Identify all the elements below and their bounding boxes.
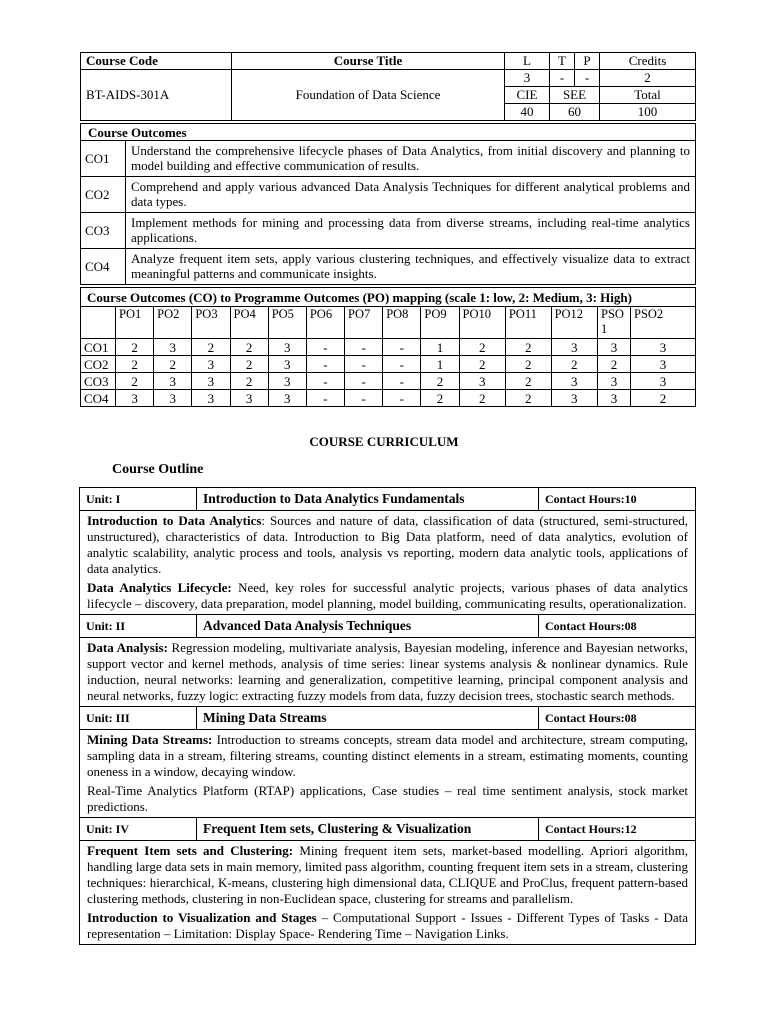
mapping-cell: 2 (116, 373, 154, 390)
course-units-table (79, 487, 696, 945)
unit-header-row (80, 707, 696, 730)
unit-paragraph (87, 910, 688, 942)
unit-content-row (80, 841, 696, 945)
mapping-cell: 2 (551, 356, 597, 373)
unit-label: Unit: I (80, 488, 197, 511)
mapping-cell: 3 (192, 356, 230, 373)
mapping-cell: - (306, 390, 344, 407)
unit-content (80, 511, 696, 615)
mapping-cell: - (345, 390, 383, 407)
unit-content (80, 730, 696, 818)
unit-paragraph (87, 732, 688, 780)
mapping-column-header: PO4 (230, 307, 268, 339)
cie-value: 40 (505, 104, 550, 121)
unit-content-row (80, 730, 696, 818)
unit-paragraph-text: Regression modeling, multivariate analysis, Bayesian modeling, inference and Bayesian networks, support vector and kernel methods, analysis of time series: linear systems analysis & nonlinear dynamics. Rule induction, neural networks: learning and generalization, competitive learning, principal component analysis and neural networks, fuzzy logic: extracting fuzzy models from data, fuzzy decision trees, stochastic search methods. (87, 640, 688, 703)
course-code-label: Course Code (81, 53, 232, 70)
mapping-cell: 1 (421, 339, 459, 356)
mapping-cell: 3 (631, 373, 696, 390)
mapping-column-header: PO5 (268, 307, 306, 339)
unit-paragraph (87, 843, 688, 907)
mapping-cell: 2 (459, 390, 505, 407)
mapping-cell: 3 (192, 373, 230, 390)
l-label: L (505, 53, 550, 70)
mapping-cell: 2 (459, 339, 505, 356)
mapping-cell: 3 (551, 390, 597, 407)
outcome-id: CO3 (81, 213, 126, 249)
credits-label: Credits (600, 53, 696, 70)
mapping-cell: 3 (268, 356, 306, 373)
outcome-id: CO2 (81, 177, 126, 213)
outcome-row (81, 249, 696, 285)
unit-paragraph-lead: Introduction to Data Analytics (87, 513, 262, 528)
course-outcomes-table (80, 123, 696, 285)
mapping-cell: 3 (154, 339, 192, 356)
mapping-cell: 2 (230, 373, 268, 390)
mapping-cell: 3 (268, 339, 306, 356)
unit-contact-hours: Contact Hours:12 (539, 818, 696, 841)
mapping-cell: 2 (230, 356, 268, 373)
mapping-cell: 3 (268, 390, 306, 407)
mapping-column-header: PO11 (505, 307, 551, 339)
mapping-row (81, 356, 696, 373)
unit-paragraph-lead: Mining Data Streams: (87, 732, 213, 747)
outcome-row (81, 177, 696, 213)
unit-paragraph-text: Need, key roles for successful analytic projects, various phases of data analytics lifecycle – discovery, data preparation, model planning, model building, communicating results, operationalization. (87, 580, 688, 611)
mapping-cell: 3 (154, 390, 192, 407)
mapping-cell: 2 (505, 356, 551, 373)
outcome-id: CO4 (81, 249, 126, 285)
mapping-cell: - (306, 356, 344, 373)
mapping-cell: 3 (154, 373, 192, 390)
outcome-text: Implement methods for mining and processing data from diverse streams, including real-time analytics applications. (126, 213, 696, 249)
mapping-cell: 2 (230, 339, 268, 356)
unit-label: Unit: IV (80, 818, 197, 841)
outcome-text: Comprehend and apply various advanced Data Analysis Techniques for different analytical problems and data types. (126, 177, 696, 213)
unit-contact-hours: Contact Hours:08 (539, 707, 696, 730)
outcome-id: CO1 (81, 141, 126, 177)
mapping-cell: 3 (551, 373, 597, 390)
outcome-row (81, 141, 696, 177)
unit-paragraph (87, 580, 688, 612)
unit-title: Mining Data Streams (197, 707, 539, 730)
unit-paragraph-text: Mining frequent item sets, market-based modelling. Apriori algorithm, handling large data sets in main memory, limited pass algorithm, counting frequent item sets in a stream, clustering techniques: hierarchical, K-means, clustering high dimensional data, CLIQUE and ProClus, frequent pattern-based clustering methods, clustering in non-Euclidean space, clustering for streams and parallelism. (87, 843, 688, 906)
mapping-corner-cell (81, 307, 116, 339)
unit-header-row (80, 818, 696, 841)
mapping-row (81, 373, 696, 390)
mapping-column-header: PO3 (192, 307, 230, 339)
t-value: - (550, 70, 575, 87)
course-code-value: BT-AIDS-301A (81, 70, 232, 121)
mapping-column-header: PO12 (551, 307, 597, 339)
mapping-body (81, 339, 696, 407)
unit-paragraph (87, 783, 688, 815)
mapping-cell: - (383, 373, 421, 390)
mapping-column-header: PO10 (459, 307, 505, 339)
mapping-heading: Course Outcomes (CO) to Programme Outcomes (PO) mapping (scale 1: low, 2: Medium, 3: High) (81, 288, 696, 307)
unit-paragraph-lead: Data Analysis: (87, 640, 168, 655)
mapping-column-header: PO6 (306, 307, 344, 339)
mapping-cell: 3 (631, 356, 696, 373)
mapping-column-header: PO1 (116, 307, 154, 339)
unit-paragraph-lead: Introduction to Visualization and Stages (87, 910, 317, 925)
unit-paragraph-text: Real-Time Analytics Platform (RTAP) applications, Case studies – real time sentiment analysis, stock market predictions. (87, 783, 688, 814)
mapping-row-co: CO2 (81, 356, 116, 373)
mapping-cell: - (383, 339, 421, 356)
unit-paragraph (87, 640, 688, 704)
see-value: 60 (550, 104, 600, 121)
mapping-cell: 2 (505, 373, 551, 390)
mapping-cell: 3 (459, 373, 505, 390)
unit-label: Unit: II (80, 615, 197, 638)
unit-paragraph-text: Introduction to streams concepts, stream data model and architecture, stream computing, sampling data in a stream, filtering streams, counting distinct elements in a stream, estimating moments, counting oneness in a window, decaying window. (87, 732, 688, 779)
total-value: 100 (600, 104, 696, 121)
unit-contact-hours: Contact Hours:10 (539, 488, 696, 511)
unit-content-row (80, 638, 696, 707)
mapping-cell: 1 (421, 356, 459, 373)
unit-paragraph (87, 513, 688, 577)
outcome-text: Analyze frequent item sets, apply various clustering techniques, and effectively visualize data to extract meaningful patterns and communicate insights. (126, 249, 696, 285)
outcome-text: Understand the comprehensive lifecycle phases of Data Analytics, from initial discovery and planning to model building and effective communication of results. (126, 141, 696, 177)
unit-title: Frequent Item sets, Clustering & Visualization (197, 818, 539, 841)
mapping-cell: 2 (116, 356, 154, 373)
unit-content (80, 638, 696, 707)
mapping-cell: 3 (598, 373, 631, 390)
mapping-cell: 3 (551, 339, 597, 356)
unit-paragraph-lead: Data Analytics Lifecycle: (87, 580, 232, 595)
mapping-row-co: CO3 (81, 373, 116, 390)
credits-value: 2 (600, 70, 696, 87)
mapping-cell: 2 (421, 390, 459, 407)
units-body (80, 488, 696, 945)
mapping-row-co: CO4 (81, 390, 116, 407)
mapping-cell: 3 (192, 390, 230, 407)
mapping-cell: 3 (268, 373, 306, 390)
mapping-row-co: CO1 (81, 339, 116, 356)
mapping-cell: - (306, 339, 344, 356)
unit-paragraph-text: – Computational Support - Issues - Different Types of Tasks - Data representation – Limitation: Display Space- Rendering Time – Navigation Links. (87, 910, 688, 941)
mapping-cell: - (345, 356, 383, 373)
unit-title: Advanced Data Analysis Techniques (197, 615, 539, 638)
unit-paragraph-text: : Sources and nature of data, classification of data (structured, semi-structured, unstructured), characteristics of data. Introduction to Big Data platform, need of data analytics, evolution of analytic scalability, analytic process and tools, analysis vs reporting, modern data analytic tools, applications of data analytics. (87, 513, 688, 576)
unit-paragraph-lead: Frequent Item sets and Clustering: (87, 843, 294, 858)
course-title-label: Course Title (232, 53, 505, 70)
mapping-cell: - (345, 339, 383, 356)
course-outcomes-heading: Course Outcomes (81, 124, 696, 141)
l-value: 3 (505, 70, 550, 87)
mapping-column-header: PO9 (421, 307, 459, 339)
mapping-column-header: PO8 (383, 307, 421, 339)
mapping-column-header: PSO2 (631, 307, 696, 339)
mapping-cell: 2 (631, 390, 696, 407)
mapping-cell: 2 (598, 356, 631, 373)
mapping-column-header: PSO 1 (598, 307, 631, 339)
unit-header-row (80, 615, 696, 638)
t-label: T (550, 53, 575, 70)
mapping-cell: 2 (116, 339, 154, 356)
mapping-cell: 3 (631, 339, 696, 356)
course-outline-heading: Course Outline (112, 462, 204, 477)
mapping-cell: - (306, 373, 344, 390)
see-label: SEE (550, 87, 600, 104)
mapping-cell: 2 (192, 339, 230, 356)
unit-contact-hours: Contact Hours:08 (539, 615, 696, 638)
mapping-cell: - (383, 390, 421, 407)
mapping-cell: 2 (505, 339, 551, 356)
mapping-cell: 2 (459, 356, 505, 373)
co-po-mapping-table (80, 287, 696, 407)
mapping-cell: 3 (598, 390, 631, 407)
mapping-cell: 2 (154, 356, 192, 373)
unit-content-row (80, 511, 696, 615)
mapping-row (81, 390, 696, 407)
mapping-cell: - (383, 356, 421, 373)
outcome-row (81, 213, 696, 249)
mapping-column-header: PO7 (345, 307, 383, 339)
mapping-cell: 2 (421, 373, 459, 390)
mapping-cell: - (345, 373, 383, 390)
p-label: P (575, 53, 600, 70)
mapping-column-header: PO2 (154, 307, 192, 339)
total-label: Total (600, 87, 696, 104)
p-value: - (575, 70, 600, 87)
unit-label: Unit: III (80, 707, 197, 730)
unit-content (80, 841, 696, 945)
cie-label: CIE (505, 87, 550, 104)
mapping-cell: 2 (505, 390, 551, 407)
curriculum-heading: COURSE CURRICULUM (309, 434, 459, 449)
mapping-row (81, 339, 696, 356)
course-title-value: Foundation of Data Science (232, 70, 505, 121)
mapping-cell: 3 (230, 390, 268, 407)
course-header-table (80, 52, 696, 121)
mapping-cell: 3 (116, 390, 154, 407)
unit-title: Introduction to Data Analytics Fundamentals (197, 488, 539, 511)
mapping-cell: 3 (598, 339, 631, 356)
unit-header-row (80, 488, 696, 511)
